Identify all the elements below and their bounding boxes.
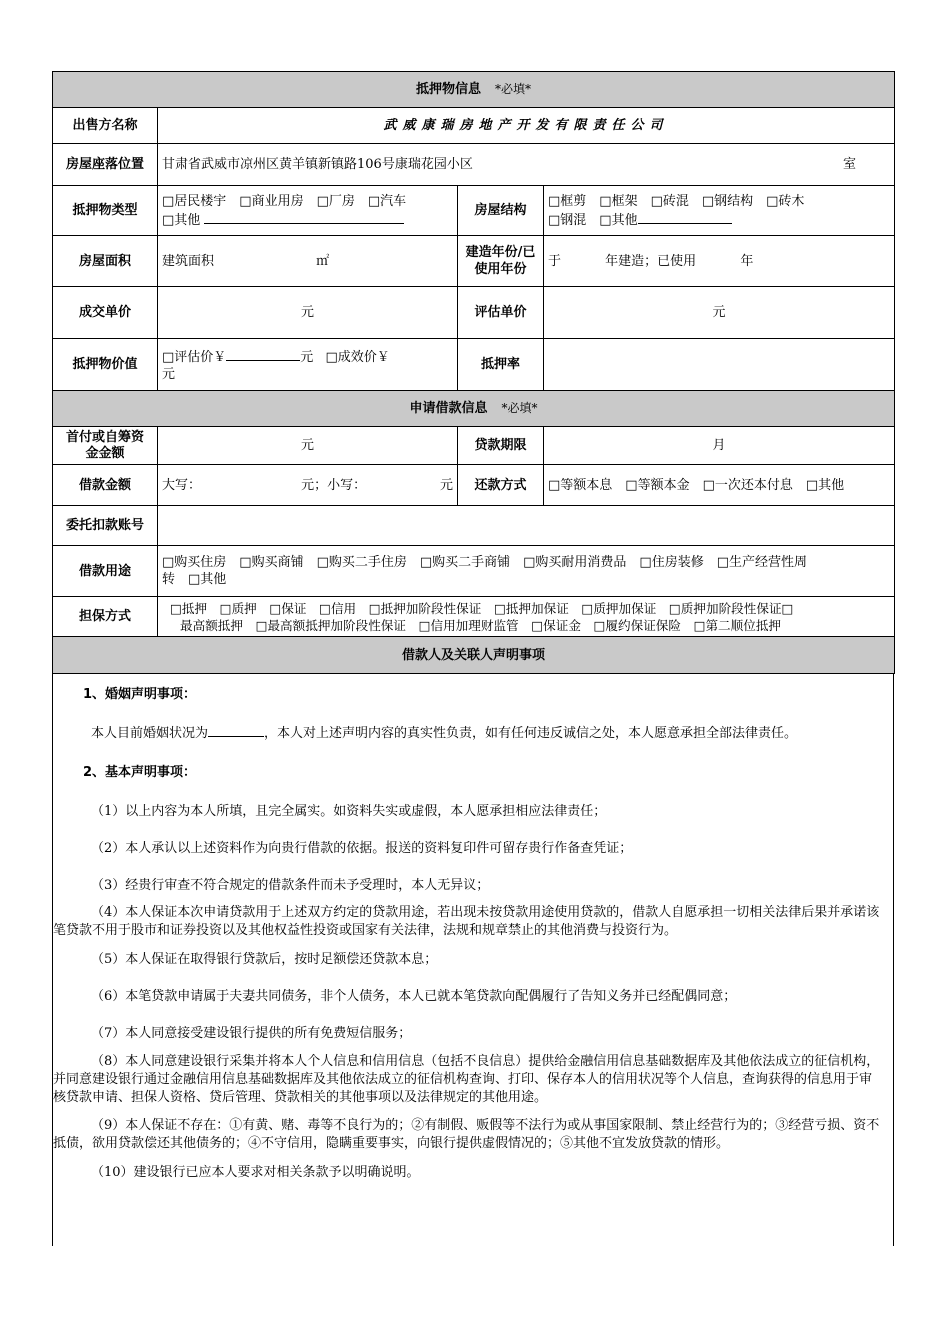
collateral-type-other: □其他 (162, 212, 201, 228)
row-collateral-value (53, 339, 895, 391)
structure-label: 房屋结构 (458, 186, 544, 236)
repayment-options[interactable]: □等额本息 □等额本金 □一次还本付息 □其他 (544, 465, 895, 506)
area-field[interactable] (158, 236, 458, 287)
guarantee-options[interactable] (158, 597, 895, 637)
marriage-status-blank[interactable] (208, 723, 264, 737)
account-field[interactable] (158, 506, 895, 546)
deal-price-label: 成交单价 (53, 287, 158, 339)
down-payment-label-line1: 首付或自筹资 (65, 429, 144, 445)
eval-value-unit: 元 (300, 349, 314, 365)
area-prefix: 建筑面积 (162, 253, 215, 269)
collateral-value-label: 抵押物价值 (53, 339, 158, 391)
location-field[interactable] (158, 144, 895, 186)
build-year-label-line2: 使用年份 (474, 262, 527, 277)
guarantee-line2: 最高额抵押 □最高额抵押加阶段性保证 □信用加理财监管 □保证金 □履约保证保险 □第二顺位抵押 (180, 617, 782, 633)
build-year-label-line1: 建造年份/已 (465, 245, 536, 260)
eval-price-field[interactable]: 元 (544, 287, 895, 339)
declaration-item-5: （5）本人保证在取得银行贷款后，按时足额偿还贷款本息； (91, 952, 438, 967)
seller-label: 出售方名称 (53, 108, 158, 144)
declaration-item-9: （9）本人保证不存在：①有黄、赌、毒等不良行为的；②有制假、贩假等不法行为或从事国家限制、禁止经营行为的；③经营亏损、资不抵债，欲用贷款偿还其他债务的；④不守信用，隐瞒重要事实，向银行提供虚假情况的；⑤其他不宜发放贷款的情形。 (53, 1118, 880, 1151)
repayment-label: 还款方式 (458, 465, 544, 506)
amount-lower-unit: 元 (439, 477, 453, 493)
room-suffix: 室 (843, 157, 857, 172)
location-label: 房屋座落位置 (53, 144, 158, 186)
seller-name[interactable]: 武威康瑞房地产开发有限责任公司 (158, 108, 895, 144)
amount-lower-label: 元；小写： (301, 477, 367, 493)
declaration-item-4: （4）本人保证本次申请贷款用于上述双方约定的贷款用途，若出现未按贷款用途使用贷款的，借款人自愿承担一切相关法律后果并承诺该笔贷款不用于股市和证券投资以及其他权益性投资或国家有关法律，法规和规章禁止的其他消费与投资行为。 (53, 905, 880, 938)
declaration-item-2: （2）本人承认以上述资料作为向贵行借款的依据。报送的资料复印件可留存贵行作备查凭证； (91, 841, 633, 856)
declarations (52, 674, 894, 1246)
section-header-collateral (53, 72, 895, 108)
row-seller (53, 108, 895, 144)
down-payment-label-line2: 金金额 (85, 445, 125, 461)
row-purpose (53, 546, 895, 597)
row-guarantee (53, 597, 895, 637)
build-year-p1: 于 (548, 253, 562, 269)
eval-price-label: 评估单价 (458, 287, 544, 339)
row-area (53, 236, 895, 287)
row-down-payment (53, 427, 895, 465)
collateral-and-loan-table (52, 71, 895, 674)
deal-value-unit: 元 (162, 366, 176, 382)
loan-application-form (52, 71, 894, 1246)
guarantee-label: 担保方式 (53, 597, 158, 637)
purpose-options[interactable] (158, 546, 895, 597)
eval-value-option: □评估价￥ (162, 349, 227, 365)
section-title: 借款人及关联人声明事项 (53, 637, 895, 674)
deal-price-field[interactable]: 元 (158, 287, 458, 339)
row-location (53, 144, 895, 186)
marriage-title: 1、婚姻声明事项： (83, 687, 197, 702)
location-value: 甘肃省武威市凉州区黄羊镇新镇路106号康瑞花园小区 (162, 157, 473, 172)
loan-term-field[interactable]: 月 (544, 427, 895, 465)
purpose-label: 借款用途 (53, 546, 158, 597)
declaration-item-10: （10）建设银行已应本人要求对相关条款予以明确说明。 (91, 1165, 420, 1180)
down-payment-label (53, 427, 158, 465)
row-collateral-type (53, 186, 895, 236)
mortgage-rate-label: 抵押率 (458, 339, 544, 391)
build-year-field[interactable] (544, 236, 895, 287)
marriage-text-b: ，本人对上述声明内容的真实性负责，如有任何违反诚信之处，本人愿意承担全部法律责任。 (264, 726, 798, 741)
purpose-line2: 转 □其他 (162, 572, 227, 587)
declaration-item-6: （6）本笔贷款申请属于夫妻共同债务，非个人债务，本人已就本笔贷款向配偶履行了告知义务并已经配偶同意； (91, 989, 737, 1004)
declaration-item-3: （3）经贵行审查不符合规定的借款条件而未予受理时，本人无异议； (91, 878, 490, 893)
area-unit: ㎡ (316, 253, 330, 269)
row-price (53, 287, 895, 339)
row-account (53, 506, 895, 546)
declaration-item-7: （7）本人同意接受建设银行提供的所有免费短信服务； (91, 1026, 412, 1041)
marriage-text-a: 本人目前婚姻状况为 (91, 726, 209, 741)
section-header-declarations (53, 637, 895, 674)
declaration-item-8: （8）本人同意建设银行采集并将本人个人信息和信用信息（包括不良信息）提供给金融信用信息基础数据库及其他依法成立的征信机构，并同意建设银行通过金融信用信息基础数据库及其他依法成立的征信机构查询、打印、保存本人的信用状况等个人信息，查询获得的信息用于审核贷款申请、担保人资格、贷后管理、贷款相关的其他事项以及法律规定的其他用途。 (53, 1054, 880, 1105)
mortgage-rate-field[interactable] (544, 339, 895, 391)
build-year-p3: 年 (740, 253, 754, 269)
structure-other-blank[interactable] (638, 210, 732, 224)
section-title: 申请借款信息 (409, 401, 488, 416)
guarantee-line1: □抵押 □质押 □保证 □信用 □抵押加阶段性保证 □抵押加保证 □质押加保证 □质押加阶段性保证□ (170, 600, 794, 616)
loan-amount-label: 借款金额 (53, 465, 158, 506)
declaration-item-1: （1）以上内容为本人所填，且完全属实。如资料失实或虚假，本人愿承担相应法律责任； (91, 804, 607, 819)
area-label: 房屋面积 (53, 236, 158, 287)
basic-title: 2、基本声明事项： (83, 765, 197, 780)
structure-options[interactable] (544, 186, 895, 236)
collateral-value-field[interactable] (158, 339, 458, 391)
section-title: 抵押物信息 (416, 82, 482, 97)
eval-value-blank[interactable] (226, 347, 300, 361)
section-header-loan (53, 391, 895, 427)
structure-line2: □钢混 □其他 (548, 212, 638, 228)
required-note: *必填* (501, 401, 538, 415)
collateral-type-options[interactable] (158, 186, 458, 236)
down-payment-field[interactable]: 元 (158, 427, 458, 465)
other-blank[interactable] (204, 210, 404, 224)
build-year-label (458, 236, 544, 287)
required-note: *必填* (495, 82, 532, 96)
amount-upper-label: 大写： (162, 477, 202, 493)
deal-value-option: □成效价￥ (325, 349, 390, 365)
loan-amount-field[interactable] (158, 465, 458, 506)
marriage-text (53, 704, 893, 743)
account-label: 委托扣款账号 (53, 506, 158, 546)
collateral-type-line1: □居民楼宇 □商业用房 □厂房 □汽车 (162, 193, 407, 209)
row-loan-amount (53, 465, 895, 506)
loan-term-label: 贷款期限 (458, 427, 544, 465)
collateral-type-label: 抵押物类型 (53, 186, 158, 236)
purpose-line1: □购买住房 □购买商铺 □购买二手住房 □购买二手商铺 □购买耐用消费品 □住房装修 □生产经营性周 (162, 555, 807, 570)
structure-line1: □框剪 □框架 □砖混 □钢结构 □砖木 (548, 193, 805, 209)
build-year-p2: 年建造；已使用 (605, 253, 697, 269)
